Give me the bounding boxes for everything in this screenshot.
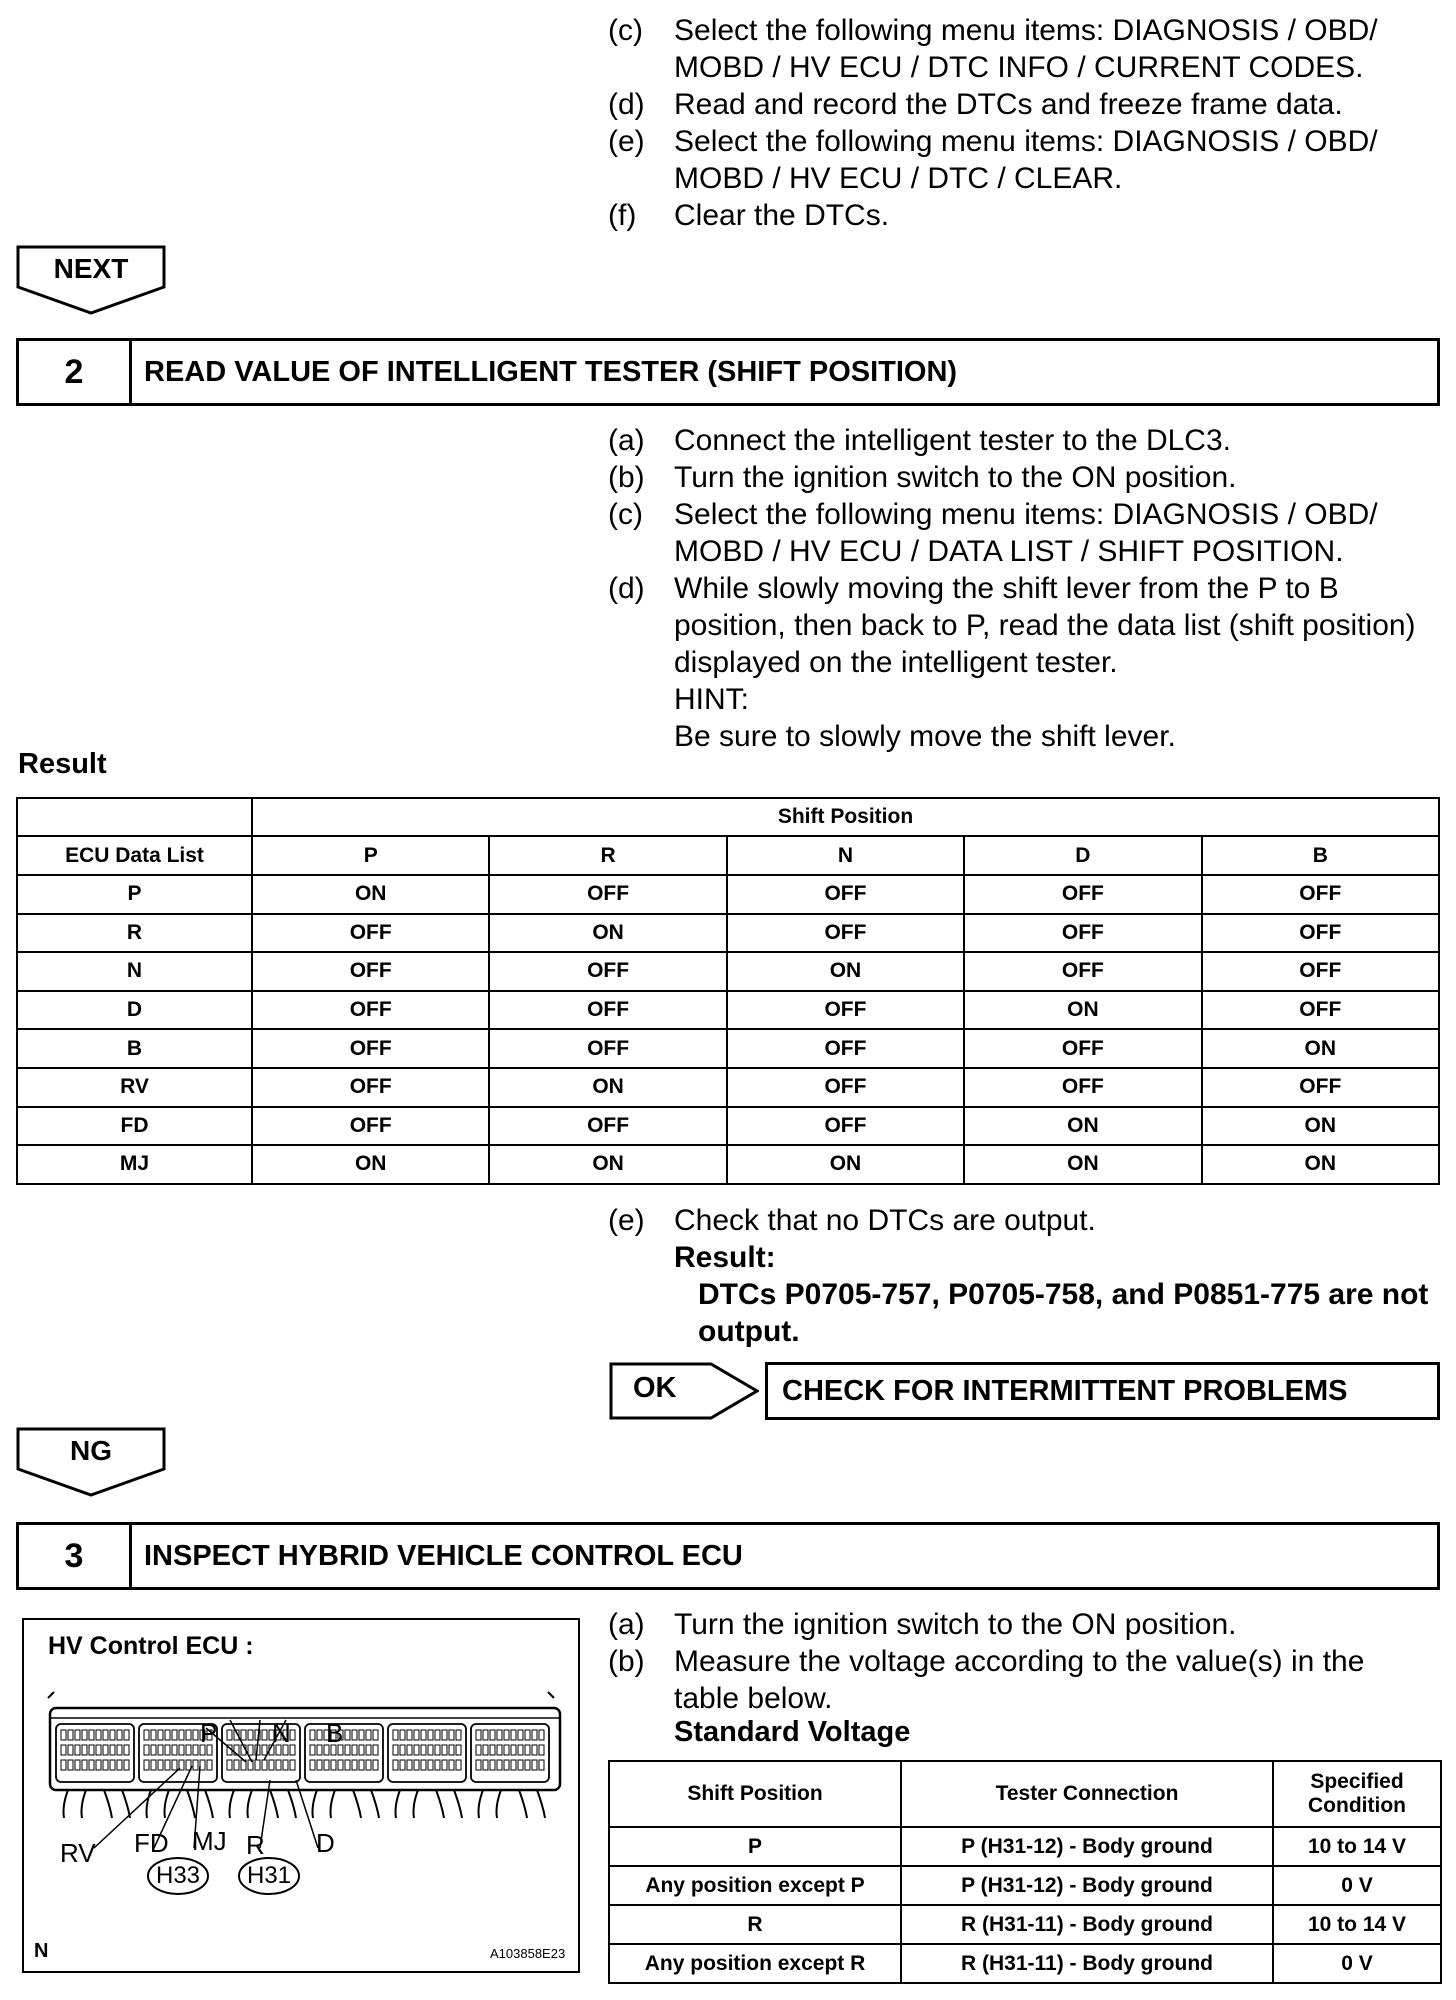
- wire: [537, 1790, 545, 1818]
- step-e-result-line-2: output.: [698, 1315, 800, 1348]
- top-step-line: MOBD / HV ECU / DTC INFO / CURRENT CODES.: [674, 51, 1364, 84]
- connector-label-h33: H33: [155, 1862, 201, 1889]
- table-cell: OFF: [727, 991, 964, 1030]
- section-2-step-text: [674, 459, 1416, 496]
- wire: [230, 1790, 235, 1818]
- table-row: [609, 1866, 1441, 1905]
- table-cell: OFF: [252, 1107, 489, 1146]
- section-3-step-list: [608, 1606, 1364, 1717]
- section-2-title: READ VALUE OF INTELLIGENT TESTER (SHIFT POSITION): [144, 355, 958, 388]
- next-label: NEXT: [53, 253, 129, 284]
- section-2-step-line: Turn the ignition switch to the ON position.: [674, 461, 1237, 494]
- section-2-step-label: (b): [608, 461, 645, 494]
- table-cell: 10 to 14 V: [1273, 1827, 1441, 1866]
- table-cell: R (H31-11) - Body ground: [901, 1944, 1273, 1983]
- section-3-step-text: [674, 1643, 1364, 1717]
- ng-arrow-box: [16, 1427, 166, 1497]
- table-row: [17, 1068, 1439, 1107]
- ecu-data-row-header: RV: [17, 1068, 252, 1107]
- table-cell: ON: [489, 914, 726, 953]
- section-2-step: [608, 496, 1416, 570]
- table-cell: OFF: [489, 1107, 726, 1146]
- table-corner-cell: [17, 798, 252, 836]
- section-3-step: [608, 1643, 1364, 1717]
- wire: [436, 1790, 444, 1818]
- top-step-label: (d): [608, 88, 645, 121]
- section-3-step-label: (b): [608, 1645, 645, 1678]
- section-3-step-text: [674, 1606, 1364, 1643]
- ecu-data-row-header: N: [17, 952, 252, 991]
- table-row: [609, 1905, 1441, 1944]
- table-cell: OFF: [252, 1068, 489, 1107]
- table-cell: ON: [252, 875, 489, 914]
- ok-action-box: [765, 1362, 1440, 1420]
- top-step-label: (e): [608, 125, 645, 158]
- section-2-step-text: [674, 570, 1416, 755]
- table-cell: OFF: [1202, 875, 1439, 914]
- ecu-data-row-header: B: [17, 1029, 252, 1068]
- table-cell: ON: [1202, 1029, 1439, 1068]
- section-2-header: [16, 338, 1440, 406]
- table-cell: P: [609, 1827, 901, 1866]
- wire: [64, 1790, 69, 1818]
- table-cell: ON: [252, 1145, 489, 1184]
- section-2-step-label: (c): [608, 498, 643, 531]
- section-2-step-line: While slowly moving the shift lever from the P to B: [674, 572, 1339, 605]
- wire: [82, 1790, 87, 1818]
- wire: [104, 1790, 112, 1818]
- step-e-label: (e): [608, 1204, 645, 1237]
- top-step-list: [608, 12, 1378, 234]
- table-cell: OFF: [1202, 991, 1439, 1030]
- section-3-header: [16, 1522, 1440, 1590]
- table-row: [17, 1145, 1439, 1184]
- ecu-data-list-header: ECU Data List: [17, 836, 252, 875]
- standard-voltage-table: [608, 1760, 1442, 1984]
- diagram-figure-id: A103858E23: [490, 1946, 566, 1961]
- table-cell: ON: [727, 1145, 964, 1184]
- section-2-step-label: (d): [608, 572, 645, 605]
- table-cell: OFF: [252, 914, 489, 953]
- wire: [331, 1790, 336, 1818]
- connector-label-h31: H31: [246, 1862, 292, 1889]
- section-3-number: 3: [19, 1525, 132, 1587]
- shift-column-header: P: [252, 836, 489, 875]
- hv-control-ecu-diagram: [22, 1618, 580, 1973]
- table-cell: OFF: [964, 875, 1201, 914]
- shift-column-header: N: [727, 836, 964, 875]
- table-cell: OFF: [1202, 952, 1439, 991]
- table-cell: P (H31-12) - Body ground: [901, 1827, 1273, 1866]
- table-row: [17, 991, 1439, 1030]
- ecu-data-row-header: D: [17, 991, 252, 1030]
- section-2-step-line: HINT:: [674, 683, 749, 716]
- table-cell: ON: [727, 952, 964, 991]
- ok-arrow-shape: [609, 1362, 759, 1420]
- wire: [165, 1790, 170, 1818]
- top-step: [608, 123, 1378, 197]
- table-cell: OFF: [727, 875, 964, 914]
- table-cell: OFF: [252, 952, 489, 991]
- voltage-table-header: Shift Position: [609, 1761, 901, 1827]
- pin-label-d: D: [316, 1828, 335, 1858]
- pin-label-fd: FD: [134, 1828, 169, 1858]
- table-cell: Any position except P: [609, 1866, 901, 1905]
- top-step-label: (f): [608, 199, 637, 232]
- pin-label-mj: MJ: [192, 1826, 227, 1856]
- shift-column-header: R: [489, 836, 726, 875]
- wire: [270, 1790, 278, 1818]
- step-e-text: Check that no DTCs are output.: [674, 1204, 1096, 1237]
- section-2-step: [608, 422, 1416, 459]
- section-2-step-text: [674, 496, 1416, 570]
- ecu-data-row-header: FD: [17, 1107, 252, 1146]
- section-3-step: [608, 1606, 1364, 1643]
- section-3-step-label: (a): [608, 1608, 645, 1641]
- top-step: [608, 12, 1378, 86]
- pin-label-b: B: [326, 1718, 344, 1748]
- top-step: [608, 86, 1378, 123]
- table-cell: ON: [1202, 1145, 1439, 1184]
- table-row: [609, 1827, 1441, 1866]
- table-cell: OFF: [964, 952, 1201, 991]
- top-step-text: [674, 123, 1378, 197]
- table-row: [17, 1029, 1439, 1068]
- table-row: [17, 1107, 1439, 1146]
- voltage-table-header: Tester Connection: [901, 1761, 1273, 1827]
- step-e: [608, 1202, 1448, 1350]
- table-cell: OFF: [727, 914, 964, 953]
- section-2-step: [608, 459, 1416, 496]
- table-cell: ON: [964, 991, 1201, 1030]
- step-e-result-line-1: DTCs P0705-757, P0705-758, and P0851-775 are not: [698, 1278, 1429, 1311]
- top-step-text: [674, 12, 1378, 86]
- table-cell: ON: [964, 1107, 1201, 1146]
- ok-action-text: CHECK FOR INTERMITTENT PROBLEMS: [782, 1375, 1348, 1407]
- table-cell: R (H31-11) - Body ground: [901, 1905, 1273, 1944]
- top-step-line: Read and record the DTCs and freeze frame data.: [674, 88, 1343, 121]
- section-2-number: 2: [19, 341, 132, 403]
- section-3-step-line: table below.: [674, 1682, 833, 1715]
- ok-label: OK: [633, 1372, 677, 1404]
- wire: [519, 1790, 527, 1818]
- table-cell: ON: [964, 1145, 1201, 1184]
- top-step-text: [674, 86, 1378, 123]
- table-row: [609, 1944, 1441, 1983]
- table-cell: 10 to 14 V: [1273, 1905, 1441, 1944]
- wire: [414, 1790, 419, 1818]
- table-cell: OFF: [1202, 1068, 1439, 1107]
- table-cell: R: [609, 1905, 901, 1944]
- section-2-step-line: MOBD / HV ECU / DATA LIST / SHIFT POSITION.: [674, 535, 1344, 568]
- section-3-title: INSPECT HYBRID VEHICLE CONTROL ECU: [144, 1539, 743, 1572]
- table-row: [17, 952, 1439, 991]
- result-heading: Result: [18, 748, 107, 780]
- wire: [454, 1790, 462, 1818]
- section-2-step-label: (a): [608, 424, 645, 457]
- table-cell: OFF: [489, 991, 726, 1030]
- ecu-data-row-header: R: [17, 914, 252, 953]
- wire: [497, 1790, 502, 1818]
- shift-position-table: [16, 797, 1440, 1185]
- ok-arrow-box: [609, 1362, 759, 1420]
- table-cell: 0 V: [1273, 1944, 1441, 1983]
- wire: [313, 1790, 318, 1818]
- ecu-data-row-header: P: [17, 875, 252, 914]
- table-cell: OFF: [489, 1029, 726, 1068]
- step-e-result-label: Result:: [674, 1241, 776, 1274]
- wire: [353, 1790, 361, 1818]
- wire: [479, 1790, 484, 1818]
- table-row: [17, 875, 1439, 914]
- table-cell: OFF: [964, 1029, 1201, 1068]
- ecu-data-row-header: MJ: [17, 1145, 252, 1184]
- section-3-step-line: Measure the voltage according to the value(s) in the: [674, 1645, 1365, 1678]
- table-cell: ON: [489, 1145, 726, 1184]
- diagram-corner-mark: N: [34, 1940, 49, 1962]
- wire: [288, 1790, 296, 1818]
- table-cell: 0 V: [1273, 1866, 1441, 1905]
- table-cell: OFF: [964, 1068, 1201, 1107]
- shift-position-group-header: Shift Position: [252, 798, 1439, 836]
- section-2-step-line: Connect the intelligent tester to the DLC3.: [674, 424, 1231, 457]
- table-cell: P (H31-12) - Body ground: [901, 1866, 1273, 1905]
- top-step: [608, 197, 1378, 234]
- ng-label: NG: [70, 1435, 112, 1466]
- top-step-line: Select the following menu items: DIAGNOSIS / OBD/: [674, 125, 1378, 158]
- table-cell: OFF: [727, 1029, 964, 1068]
- top-step-line: Select the following menu items: DIAGNOSIS / OBD/: [674, 14, 1378, 47]
- table-cell: OFF: [964, 914, 1201, 953]
- section-3-step-line: Turn the ignition switch to the ON position.: [674, 1608, 1237, 1641]
- section-2-step-line: Be sure to slowly move the shift lever.: [674, 720, 1176, 753]
- shift-column-header: D: [964, 836, 1201, 875]
- ecu-connector-drawing: [24, 1620, 580, 1973]
- table-cell: ON: [1202, 1107, 1439, 1146]
- wire: [187, 1790, 195, 1818]
- table-cell: OFF: [727, 1068, 964, 1107]
- table-cell: OFF: [727, 1107, 964, 1146]
- table-cell: OFF: [252, 1029, 489, 1068]
- pin-label-n: N: [272, 1718, 291, 1748]
- top-step-label: (c): [608, 14, 643, 47]
- section-2-step-line: Select the following menu items: DIAGNOSIS / OBD/: [674, 498, 1378, 531]
- table-row: [17, 914, 1439, 953]
- next-arrow-box: [16, 245, 166, 315]
- shift-column-header: B: [1202, 836, 1439, 875]
- table-cell: OFF: [1202, 914, 1439, 953]
- wire: [371, 1790, 379, 1818]
- wire: [396, 1790, 401, 1818]
- pin-label-r: R: [246, 1830, 265, 1860]
- diagram-title: HV Control ECU :: [48, 1632, 254, 1660]
- wire: [122, 1790, 130, 1818]
- pin-label-rv: RV: [60, 1838, 96, 1868]
- section-2-step: [608, 570, 1416, 755]
- section-2-step-line: displayed on the intelligent tester.: [674, 646, 1118, 679]
- table-cell: OFF: [489, 952, 726, 991]
- top-step-text: [674, 197, 1378, 234]
- standard-voltage-heading: Standard Voltage: [674, 1716, 911, 1748]
- table-cell: OFF: [252, 991, 489, 1030]
- section-2-step-list: [608, 422, 1416, 755]
- voltage-table-header: Specified Condition: [1273, 1761, 1441, 1827]
- wire: [147, 1790, 152, 1818]
- section-2-step-line: position, then back to P, read the data list (shift position): [674, 609, 1416, 642]
- pin-label-p: P: [200, 1718, 218, 1748]
- table-cell: OFF: [489, 875, 726, 914]
- table-cell: ON: [489, 1068, 726, 1107]
- top-step-line: Clear the DTCs.: [674, 199, 890, 232]
- wire: [248, 1790, 253, 1818]
- wire: [205, 1790, 213, 1818]
- table-cell: Any position except R: [609, 1944, 901, 1983]
- top-step-line: MOBD / HV ECU / DTC / CLEAR.: [674, 162, 1123, 195]
- section-2-step-text: [674, 422, 1416, 459]
